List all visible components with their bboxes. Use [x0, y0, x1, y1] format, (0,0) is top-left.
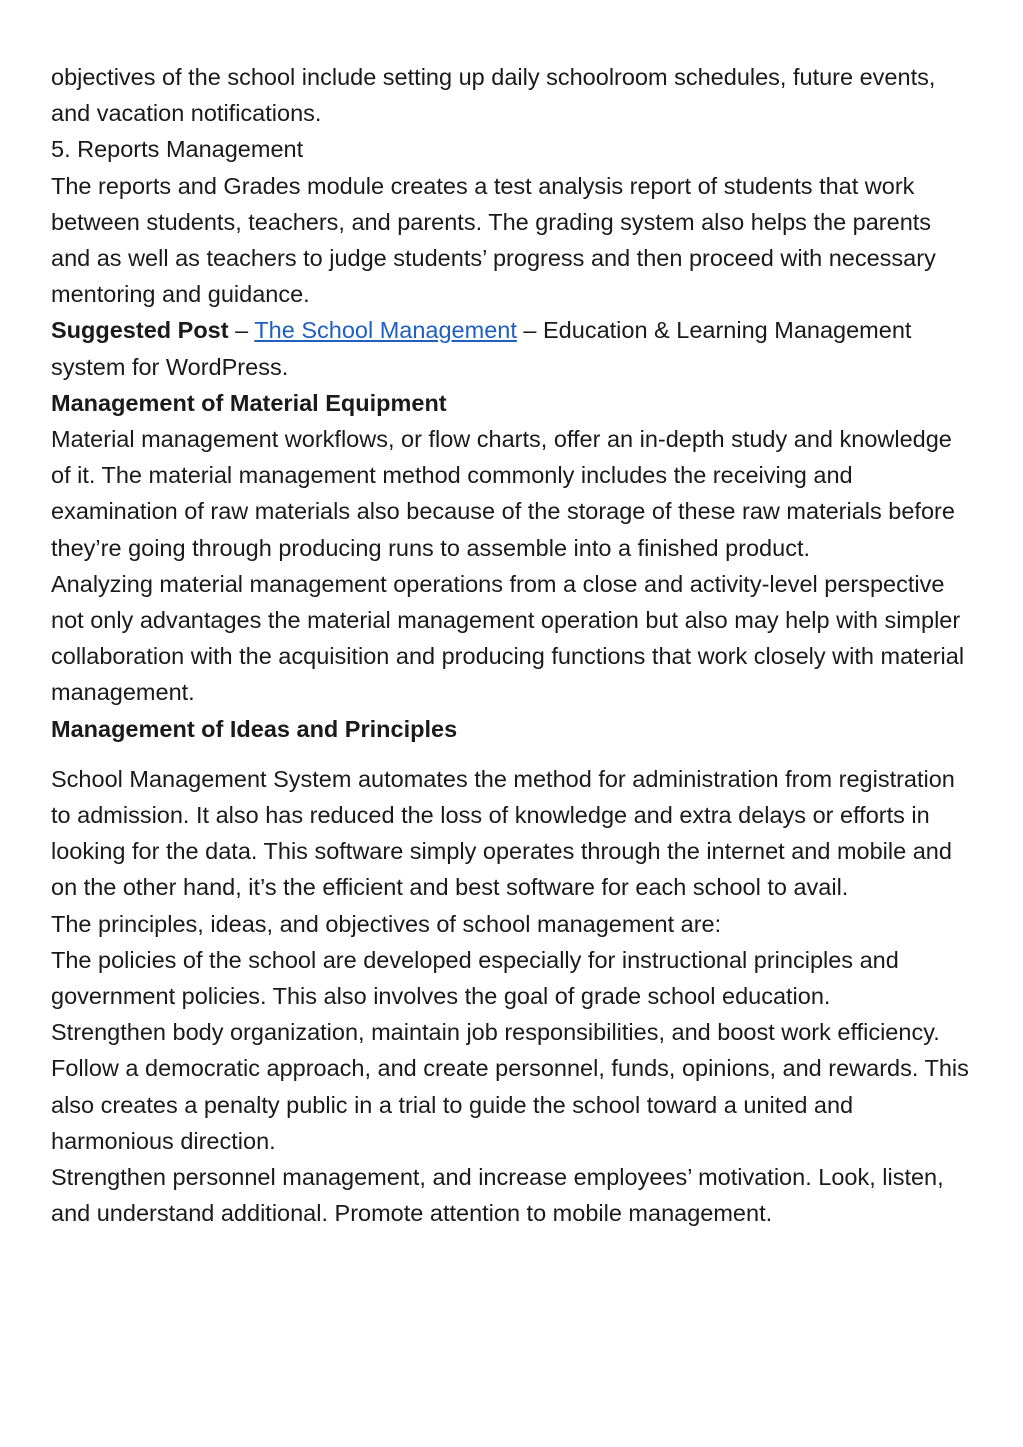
ideas-paragraph-5: Strengthen personnel management, and increase employees’ motivation. Look, listen, and understand additional. Promote attention to mobile management.	[51, 1164, 944, 1227]
intro-paragraph: objectives of the school include setting up daily schoolroom schedules, future events, and vacation notifications.	[51, 64, 936, 127]
document-page	[51, 59, 971, 1232]
suggested-post-dash: –	[228, 317, 255, 344]
ideas-paragraph-3: The policies of the school are developed especially for instructional principles and government policies. This also involves the goal of grade school education.	[51, 946, 899, 1010]
ideas-paragraph-4: Strengthen body organization, maintain job responsibilities, and boost work efficiency. Follow a democratic approach, and create personnel, funds, opinions, and rewards. This also creates a penalty public in a trial to guide the school toward a united and harmonious direction.	[51, 1019, 969, 1154]
suggested-post-rest: – Education & Learning Management system for WordPress.	[51, 317, 912, 380]
material-paragraph-1: Material management workflows, or flow charts, offer an in-depth study and knowledge of it. The material management method commonly includes the receiving and examination of raw materials also because of the storage of these raw materials before they’re going through producing runs to assemble into a finished product.	[51, 426, 955, 561]
suggested-post-line	[51, 312, 971, 384]
suggested-post-label: Suggested Post	[51, 317, 229, 344]
suggested-post-link[interactable]: The School Management	[254, 317, 517, 344]
material-heading: Management of Material Equipment	[51, 389, 447, 416]
ideas-heading: Management of Ideas and Principles	[51, 715, 458, 742]
material-paragraph-2: Analyzing material management operations from a close and activity-level perspective not only advantages the material management operation but also may help with simpler collaboration with the acquisition and producing functions that work closely with material management.	[51, 570, 965, 706]
ideas-paragraph-1: School Management System automates the method for administration from registration to admission. It also has reduced the loss of knowledge and extra delays or efforts in looking for the data. This software simply operates through the internet and mobile and on the other hand, it’s the efficient and best software for each school to avail.	[51, 765, 955, 901]
ideas-paragraph-2: The principles, ideas, and objectives of school management are:	[51, 910, 722, 937]
reports-paragraph: The reports and Grades module creates a test analysis report of students that work between students, teachers, and parents. The grading system also helps the parents and as well as teachers to judge students’ progress and then proceed with necessary mentoring and guidance.	[51, 172, 936, 308]
reports-heading: 5. Reports Management	[51, 136, 304, 163]
